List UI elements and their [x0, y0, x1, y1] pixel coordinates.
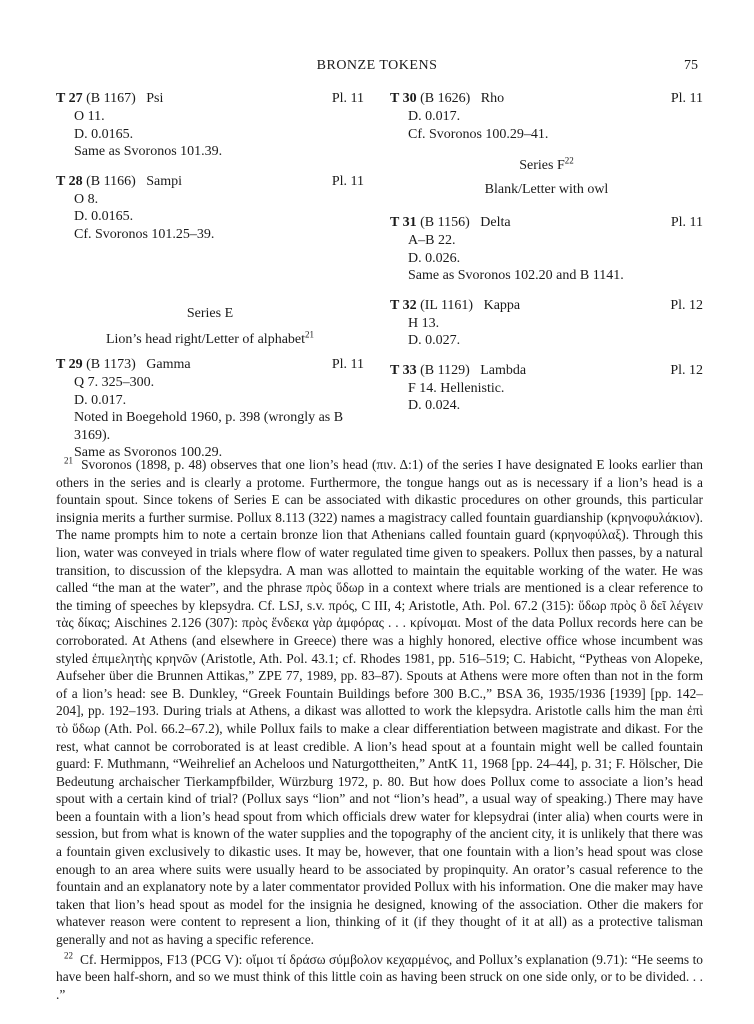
entry-detail: Noted in Boegehold 1960, p. 398 (wrongly as B 3169).: [74, 410, 344, 443]
entry-detail: Cf. Svoronos 101.25–39.: [74, 226, 215, 242]
entry-detail: O 8.: [74, 191, 99, 207]
entry-id: T 28: [56, 173, 83, 189]
entry-id: T 31: [390, 215, 417, 230]
letter-name: Gamma: [146, 357, 191, 372]
inventory-number: (B 1173): [86, 357, 136, 372]
letter-name: Rho: [480, 91, 505, 106]
entry-detail: H 13.: [408, 315, 440, 331]
entry-detail: D. 0.017.: [74, 392, 127, 408]
plate-ref: Pl. 11: [670, 215, 703, 230]
entry-id: T 27: [56, 91, 83, 106]
plate-ref: Pl. 11: [670, 91, 703, 106]
entry-detail: Q 7. 325–300.: [74, 375, 155, 390]
entry-id: T 33: [390, 362, 417, 378]
entry-detail: F 14. Hellenistic.: [408, 380, 505, 396]
plate-ref: Pl. 12: [670, 362, 703, 378]
entry-detail: D. 0.017.: [408, 109, 461, 124]
footnote-number: 21: [64, 455, 73, 466]
plate-ref: Pl. 11: [331, 91, 364, 106]
left-column: [56, 90, 364, 462]
entry-detail: D. 0.027.: [408, 333, 461, 348]
footnote-ref-21[interactable]: 21: [305, 328, 315, 339]
inventory-number: (B 1129): [420, 362, 470, 378]
footnote-ref-22[interactable]: 22: [564, 155, 574, 166]
series-e-subtitle: Lion’s head right/Letter of alphabet$^{21}$: [105, 328, 315, 347]
entry-id: T 30: [390, 91, 417, 106]
entry-heading: [390, 90, 703, 108]
series-f-title: Series $F^{22}$: [519, 155, 574, 173]
entry-detail: Same as Svoronos 100.29.: [74, 445, 223, 460]
entry-heading: [390, 214, 703, 232]
inventory-number: (B 1167): [86, 91, 136, 106]
letter-name: Kappa: [483, 297, 521, 313]
inventory-number: (B 1156): [420, 215, 470, 230]
catalog-entry: [56, 90, 364, 161]
series-f-subtitle: Blank/Letter with owl: [484, 181, 609, 197]
plate-ref: Pl. 11: [331, 357, 364, 372]
right-column: [390, 90, 703, 415]
page-number: 75: [684, 58, 698, 73]
entry-detail: D. 0.024.: [408, 398, 461, 413]
letter-name: Psi: [146, 91, 164, 106]
entry-id: T 29: [56, 357, 83, 372]
letter-name: Delta: [480, 215, 511, 230]
footnotes: [56, 456, 703, 1003]
running-head: BRONZE TOKENS: [316, 58, 438, 73]
letter-name: Sampi: [146, 173, 183, 189]
inventory-number: (IL 1161): [420, 297, 474, 313]
inventory-number: (B 1166): [86, 173, 136, 189]
footnote-number: 22: [64, 950, 73, 961]
letter-name: Lambda: [480, 362, 527, 378]
series-e-title: Series E: [186, 306, 234, 321]
plate-ref: Pl. 12: [670, 297, 703, 313]
entry-detail: A–B 22.: [408, 233, 456, 248]
inventory-number: (B 1626): [420, 91, 471, 106]
entry-heading: [390, 297, 703, 315]
catalog-entry: [56, 173, 364, 244]
entry-detail: Cf. Svoronos 100.29–41.: [408, 126, 549, 142]
catalog-entry: [390, 362, 703, 415]
entry-heading: [56, 173, 364, 191]
footnote-22: $^{22}$ Cf. Hermippos, F13 (PCG V): οἴμοι τί δράσω σύμβολον κεχαρμένος, and Pollux’s explanation (9.71): “He seems to have been half-shorn, and so we must think of this little coin as having been struck on one side only, or to be divided. . . .”: [56, 950, 703, 1002]
footnote-21: $^{21}$ Svoronos (1898, p. 48) observes that one lion’s head (πιν. Δ:1) of the series I have designated E looks earlier than others in the series and is clearly a protome. Furthermore, the tongue hangs out as is necessary if a lion’s head is a fountain spout. Since tokens of Series E can be associated with dikastic procedures on other grounds, this particular insignia merits a further surmise. Pollux 8.113 (322) names a magistracy called fountain guardianship (κρηνοφυλάκιον). The name prompts him to note a certain bronze lion that Athenians called fountain guard (κρηνοφύλαξ). Through this lion, water was conveyed in trials where flow of water regulated time given to speakers. Pollux then passes, by a natural transition, to discussion of the klepsydra. A man was allotted to maintain the equitable working of the water. He was called “the man at the water”, and the phrase πρὸς ὕδωρ in a context where trials are mentioned is a clear reference to the timing of speeches by klepsydra. Cf. LSJ, s.v. πρός, C III, 4; Aristotle, Ath. Pol. 67.2 (315): ὕδωρ πρὸς ὃ δεῖ λέγειν τὰς δίκας; Aischines 2.126 (307): πρὸς ἕνδεκα γὰρ ἀμφόρας . . . κρίνομαι. Most of the data Pollux records here can be corroborated. At Athens (and elsewhere in Greece) there was a highly honored, elective office whose incumbent was styled ἐπιμελητὴς κρηνῶν (Aristotle, Ath. Pol. 43.1; cf. Rhodes 1981, pp. 516–519; C. Habicht, “Pytheas von Alopeke, Aufseher über die Brunnen Attikas,” ZPE 77, 1989, pp. 83–87). Spouts at Athens were more often than not in the form of a lion’s head: see B. Dunkley, “Greek Fountain Buildings before 300 B.C.,” BSA 36, 1935/1936 [1939] [pp. 142–204], pp. 192–193. During trials at Athens, a dikast was allotted to work the klepsydra. Aristotle calls him the man ἐπὶ τὸ ὕδωρ (Ath. Pol. 66.2–67.2), while Pollux fails to make a clear differentiation between magistrate and dikast. For the rest, what cannot be corroborated is at least credible. A lion’s head spout at a fountain might well be called fountain guard: F. Muthmann, “Weihrelief an Acheloos und Naturgottheiten,” AntK 11, 1968 [pp. 24–44], p. 31; F. Hölscher, Die Bedeutung archaischer Tierkampfbilder, Würzburg 1972, p. 80. But how does Pollux come to associate a lion’s head spout with a certain kind of trial? (Pollux says “lion” and not “lion’s head”, a usual way of speaking.) There may have been a fountain with a lion’s head spout from which officials drew water for klepsydrai (inter alia) when courts were in session, but from what is known of the water supplies and the topography of the ancient city, it is unlikely that there was a fountain given exclusively to dikastic uses. It may be, however, that one fountain with a lion’s head spout was close enough to an area where suits were usually heard to be associated by propinquity. An orator’s casual reference to the fountain and an explanatory note by a later commentator provided Pollux with his information. One die maker may have taken that lion’s head spout as model for the insignia he designed, knowing of the association. Other die makers for whatever reason were content to represent a lion, thinking of it (if they thought of it at all) as a protective talisman generally and not as having a specific reference.: [56, 455, 703, 948]
entry-detail: O 11.: [74, 109, 105, 124]
entry-heading: [56, 356, 364, 374]
catalog-entry: [390, 297, 703, 350]
entry-id: T 32: [390, 297, 417, 313]
entry-detail: Same as Svoronos 102.20 and B 1141.: [408, 268, 624, 283]
entry-detail: D. 0.0165.: [74, 126, 134, 142]
entry-detail: D. 0.026.: [408, 250, 461, 266]
entry-heading: [56, 90, 364, 108]
entry-heading: [390, 362, 703, 380]
plate-ref: Pl. 11: [331, 173, 364, 189]
entry-detail: Same as Svoronos 101.39.: [74, 144, 223, 159]
catalog-entry: [390, 90, 703, 143]
entry-detail: D. 0.0165.: [74, 209, 134, 224]
catalog-entry: [56, 356, 364, 462]
catalog-entry: [390, 214, 703, 285]
